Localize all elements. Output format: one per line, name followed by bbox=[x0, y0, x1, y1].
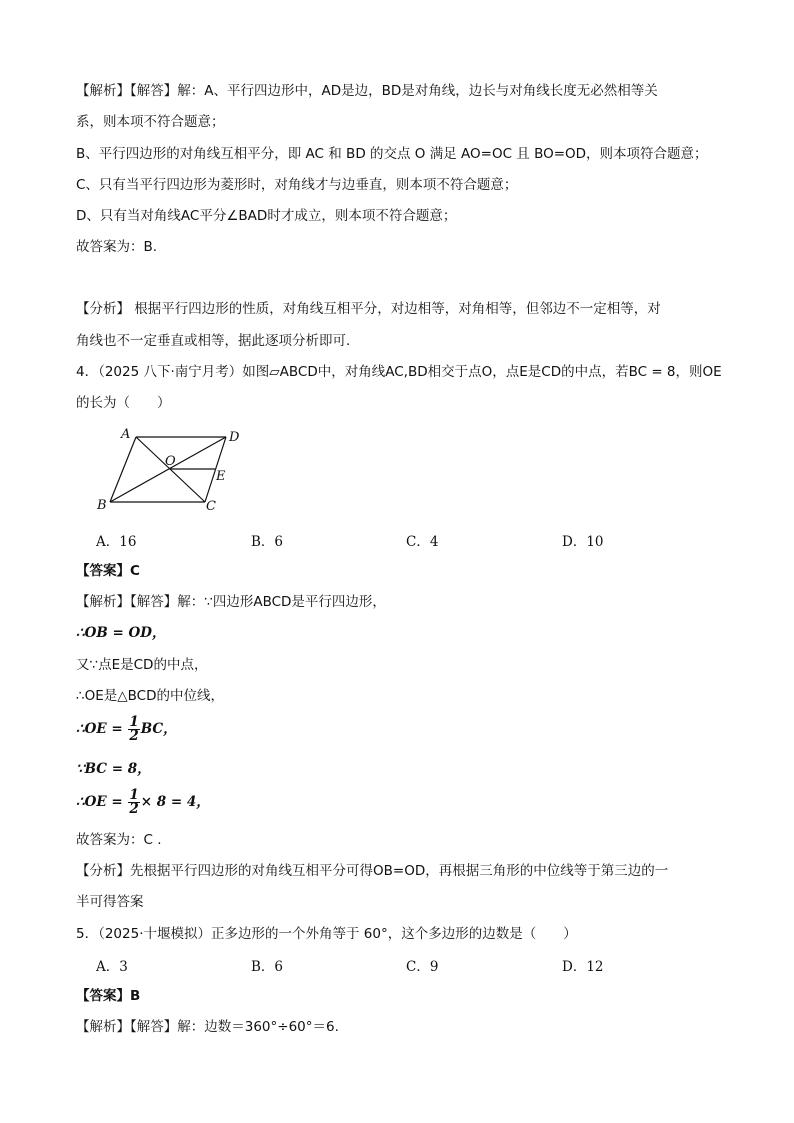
q5-solution: 【解析】【解答】解：边数＝360°÷60°＝6. bbox=[76, 1019, 339, 1035]
q4-solution-line-5 bbox=[76, 714, 177, 744]
fraction-numerator: 1 bbox=[129, 787, 139, 803]
q4-sol7-rhs: × 8 = 4， bbox=[140, 794, 210, 810]
q4-option-a[interactable]: A．16 bbox=[96, 534, 137, 550]
q4-option-c[interactable]: C．4 bbox=[406, 534, 439, 550]
q4-fenxi-line-1: 【分析】先根据平行四边形的对角线互相平分可得OB=OD，再根据三角形的中位线等于第三边的一 bbox=[76, 863, 669, 879]
q4-solution-line-4: ∴OE是△BCD的中位线， bbox=[76, 688, 224, 704]
q4-stem-line-1: 4．（2025 八下·南宁月考）如图▱ABCD中，对角线AC,BD相交于点O，点E是CD的中点，若BC = 8，则OE bbox=[76, 364, 722, 380]
vertex-a-label: A bbox=[121, 427, 131, 442]
q3-fenxi-line-2: 角线也不一定垂直或相等，据此逐项分析即可. bbox=[76, 333, 351, 349]
q5-option-b[interactable]: B．6 bbox=[251, 959, 284, 975]
q5-option-c[interactable]: C．9 bbox=[406, 959, 439, 975]
q4-option-d[interactable]: D．10 bbox=[562, 534, 604, 550]
q3-conclusion: 故答案为：B. bbox=[76, 239, 158, 255]
q4-fenxi-line-2: 半可得答案 bbox=[76, 894, 144, 910]
point-e-label: E bbox=[216, 469, 226, 484]
point-o-label: O bbox=[165, 454, 176, 469]
fraction-one-half bbox=[128, 716, 139, 743]
fraction-one-half bbox=[128, 789, 139, 816]
q4-option-b[interactable]: B．6 bbox=[251, 534, 284, 550]
q4-solution-line-3: 又∵点E是CD的中点， bbox=[76, 657, 208, 673]
q3-option-b-analysis: B、平行四边形的对角线互相平分，即 AC 和 BD 的交点 O 满足 AO=OC 且 BO=OD，则本项符合题意； bbox=[76, 146, 708, 162]
parallelogram-figure bbox=[92, 424, 262, 516]
q5-answer: 【答案】B bbox=[76, 988, 141, 1004]
q4-stem-line-2: 的长为（ ） bbox=[76, 395, 171, 411]
q3-option-c-analysis: C、只有当平行四边形为菱形时，对角线才与边垂直，则本项不符合题意； bbox=[76, 177, 518, 193]
q3-option-d-analysis: D、只有当对角线AC平分∠BAD时才成立，则本项不符合题意； bbox=[76, 208, 457, 224]
q4-solution-line-7 bbox=[76, 787, 210, 817]
fraction-denominator: 2 bbox=[129, 728, 139, 744]
vertex-c-label: C bbox=[206, 499, 216, 514]
q4-solution-line-2: ∴OB = OD， bbox=[76, 625, 166, 641]
q4-solution-line-1: 【解析】【解答】解：∵四边形ABCD是平行四边形， bbox=[76, 594, 386, 610]
q4-conclusion: 故答案为：C . bbox=[76, 832, 162, 848]
q4-answer: 【答案】C bbox=[76, 563, 140, 579]
q4-sol5-lhs: ∴OE = bbox=[76, 721, 123, 737]
q5-option-d[interactable]: D．12 bbox=[562, 959, 604, 975]
q4-options bbox=[96, 530, 696, 550]
fraction-numerator: 1 bbox=[129, 714, 139, 730]
side-ba bbox=[110, 437, 136, 502]
q5-option-a[interactable]: A．3 bbox=[96, 959, 128, 975]
vertex-d-label: D bbox=[229, 430, 240, 445]
q3-analysis-line-2: 系，则本项不符合题意； bbox=[76, 114, 225, 130]
vertex-b-label: B bbox=[97, 498, 107, 513]
q4-solution-line-6: ∵BC = 8， bbox=[76, 761, 151, 777]
q4-sol5-rhs: BC， bbox=[140, 721, 177, 737]
q4-sol7-lhs: ∴OE = bbox=[76, 794, 123, 810]
q3-fenxi-line-1: 【分析】 根据平行四边形的性质，对角线互相平分，对边相等，对角相等，但邻边不一定相等，对 bbox=[76, 301, 661, 317]
q5-options bbox=[96, 955, 696, 975]
fraction-denominator: 2 bbox=[129, 801, 139, 817]
q5-stem: 5．（2025·十堰模拟）正多边形的一个外角等于 60°，这个多边形的边数是（ ） bbox=[76, 926, 577, 942]
q3-analysis-line-1: 【解析】【解答】解：A、平行四边形中，AD是边，BD是对角线，边长与对角线长度无必然相等关 bbox=[76, 83, 658, 99]
